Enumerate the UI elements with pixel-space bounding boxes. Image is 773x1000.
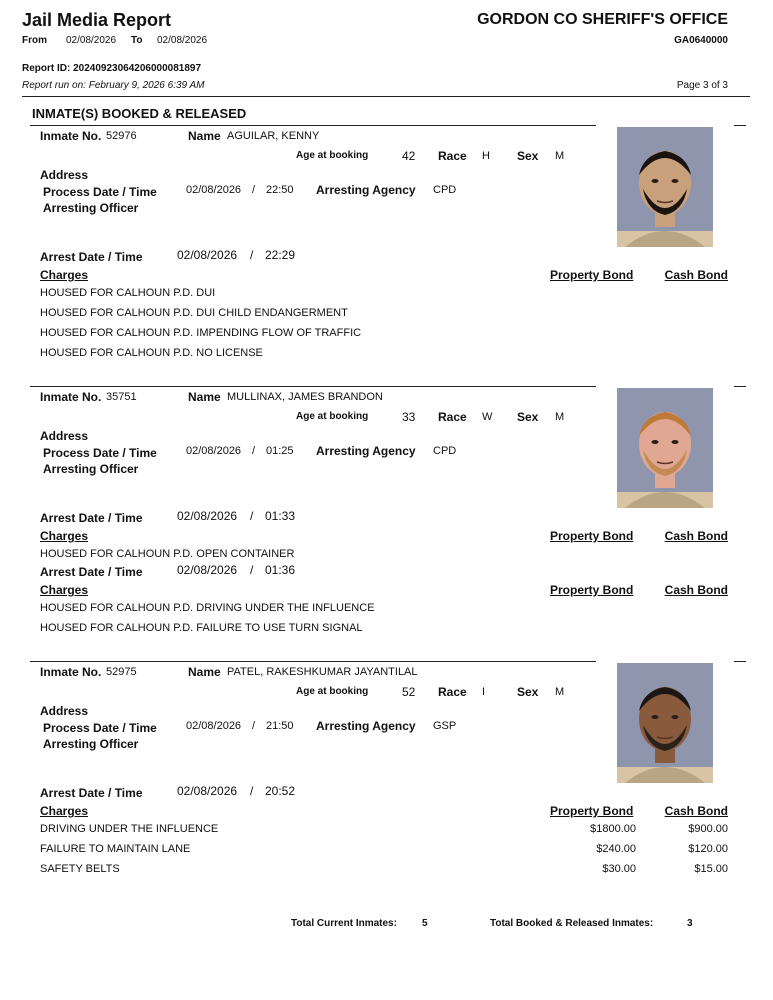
ori-code: GA0640000 [674, 35, 728, 46]
record-top-rule-tick [734, 125, 746, 126]
arrest-date: 02/08/2026 [177, 248, 238, 262]
inmate-number: 35751 [106, 391, 137, 403]
agency-label: Arresting Agency [316, 183, 416, 197]
arrest-slash: / [250, 784, 254, 798]
age-value: 42 [402, 149, 416, 163]
charges-label: Charges [40, 583, 89, 597]
address-label: Address [40, 704, 89, 718]
name-label: Name [188, 390, 221, 404]
total-current-value: 5 [422, 918, 428, 929]
officer-label: Arresting Officer [43, 201, 139, 215]
page-number: Page 3 of 3 [676, 80, 728, 91]
record-top-rule-tick [734, 661, 746, 662]
arrest-datetime-label: Arrest Date / Time [40, 511, 143, 525]
cash-bond-amount: $900.00 [688, 823, 728, 835]
inmate-name: MULLINAX, JAMES BRANDON [227, 391, 383, 403]
agency-label: Arresting Agency [316, 444, 416, 458]
inmate-number-label: Inmate No. [40, 129, 102, 143]
inmate-number: 52975 [106, 666, 137, 678]
record-top-rule [30, 386, 596, 387]
address-label: Address [40, 429, 89, 443]
process-slash: / [252, 445, 256, 457]
race-label: Race [438, 685, 467, 699]
inmate-number-label: Inmate No. [40, 390, 102, 404]
arrest-datetime-label: Arrest Date / Time [40, 786, 143, 800]
address-label: Address [40, 168, 89, 182]
mugshot-photo [617, 388, 713, 508]
age-label: Age at booking [296, 411, 369, 422]
header-divider [22, 96, 750, 97]
sex-label: Sex [517, 149, 539, 163]
arrest-datetime-label: Arrest Date / Time [40, 250, 143, 264]
cash-bond-label: Cash Bond [664, 529, 728, 543]
charge-description: SAFETY BELTS [40, 863, 120, 875]
process-date: 02/08/2026 [186, 184, 242, 196]
process-date: 02/08/2026 [186, 720, 242, 732]
property-bond-amount: $30.00 [602, 863, 636, 875]
arrest-time: 22:29 [265, 248, 296, 262]
record-top-rule [30, 125, 596, 126]
race-value: W [482, 411, 493, 423]
agency-value: CPD [433, 184, 457, 196]
cash-bond-label: Cash Bond [664, 804, 728, 818]
arrest-slash: / [250, 509, 254, 523]
total-current-label: Total Current Inmates: [291, 918, 397, 929]
report-title: Jail Media Report [22, 10, 172, 30]
arrest-time: 01:36 [265, 563, 296, 577]
charge-description: HOUSED FOR CALHOUN P.D. DUI [40, 287, 216, 299]
cash-bond-label: Cash Bond [664, 268, 728, 282]
mugshot-photo [617, 127, 713, 247]
inmate-name: PATEL, RAKESHKUMAR JAYANTILAL [227, 666, 418, 678]
process-slash: / [252, 184, 256, 196]
from-date: 02/08/2026 [66, 35, 117, 46]
age-value: 52 [402, 685, 416, 699]
name-label: Name [188, 129, 221, 143]
agency-name: GORDON CO SHERIFF'S OFFICE [477, 11, 728, 28]
total-released-label: Total Booked & Released Inmates: [490, 918, 654, 929]
to-label: To [131, 35, 143, 46]
process-label: Process Date / Time [43, 185, 157, 199]
arrest-slash: / [250, 563, 254, 577]
property-bond-label: Property Bond [550, 268, 634, 282]
property-bond-amount: $1800.00 [590, 823, 636, 835]
age-label: Age at booking [296, 686, 369, 697]
arrest-slash: / [250, 248, 254, 262]
charges-label: Charges [40, 529, 89, 543]
process-label: Process Date / Time [43, 721, 157, 735]
charge-description: FAILURE TO MAINTAIN LANE [40, 843, 191, 855]
arrest-date: 02/08/2026 [177, 509, 238, 523]
inmate-name: AGUILAR, KENNY [227, 130, 320, 142]
total-released-value: 3 [687, 918, 693, 929]
sex-label: Sex [517, 410, 539, 424]
inmate-number-label: Inmate No. [40, 665, 102, 679]
cash-bond-label: Cash Bond [664, 583, 728, 597]
charge-description: HOUSED FOR CALHOUN P.D. DUI CHILD ENDANGERMENT [40, 307, 348, 319]
race-label: Race [438, 410, 467, 424]
agency-value: CPD [433, 445, 457, 457]
charge-description: HOUSED FOR CALHOUN P.D. FAILURE TO USE TURN SIGNAL [40, 622, 363, 634]
race-value: I [482, 686, 486, 698]
cash-bond-amount: $15.00 [694, 863, 728, 875]
officer-label: Arresting Officer [43, 462, 139, 476]
charges-label: Charges [40, 804, 89, 818]
charge-description: DRIVING UNDER THE INFLUENCE [40, 823, 219, 835]
charge-description: HOUSED FOR CALHOUN P.D. IMPENDING FLOW OF TRAFFIC [40, 327, 362, 339]
record-top-rule [30, 661, 596, 662]
mugshot-photo [617, 663, 713, 783]
record-top-rule-tick [734, 386, 746, 387]
officer-label: Arresting Officer [43, 737, 139, 751]
sex-value: M [555, 150, 565, 162]
arrest-date: 02/08/2026 [177, 563, 238, 577]
cash-bond-amount: $120.00 [688, 843, 728, 855]
process-time: 01:25 [266, 445, 294, 457]
agency-label: Arresting Agency [316, 719, 416, 733]
to-date: 02/08/2026 [157, 35, 208, 46]
sex-value: M [555, 411, 565, 423]
property-bond-label: Property Bond [550, 804, 634, 818]
property-bond-label: Property Bond [550, 583, 634, 597]
arrest-date: 02/08/2026 [177, 784, 238, 798]
charge-description: HOUSED FOR CALHOUN P.D. OPEN CONTAINER [40, 548, 295, 560]
process-label: Process Date / Time [43, 446, 157, 460]
race-value: H [482, 150, 490, 162]
property-bond-amount: $240.00 [596, 843, 636, 855]
charge-description: HOUSED FOR CALHOUN P.D. NO LICENSE [40, 347, 263, 359]
process-time: 21:50 [266, 720, 294, 732]
arrest-time: 01:33 [265, 509, 296, 523]
arrest-datetime-label: Arrest Date / Time [40, 565, 143, 579]
process-slash: / [252, 720, 256, 732]
charges-label: Charges [40, 268, 89, 282]
report-id: Report ID: 20240923064206000081897 [22, 63, 202, 74]
inmate-number: 52976 [106, 130, 137, 142]
property-bond-label: Property Bond [550, 529, 634, 543]
sex-value: M [555, 686, 565, 698]
arrest-time: 20:52 [265, 784, 296, 798]
report-run: Report run on: February 9, 2026 6:39 AM [22, 80, 205, 91]
process-time: 22:50 [266, 184, 294, 196]
age-label: Age at booking [296, 150, 369, 161]
agency-value: GSP [433, 720, 457, 732]
section-title: INMATE(S) BOOKED & RELEASED [32, 106, 247, 121]
process-date: 02/08/2026 [186, 445, 242, 457]
name-label: Name [188, 665, 221, 679]
charge-description: HOUSED FOR CALHOUN P.D. DRIVING UNDER THE INFLUENCE [40, 602, 375, 614]
race-label: Race [438, 149, 467, 163]
age-value: 33 [402, 410, 416, 424]
from-label: From [22, 35, 47, 46]
sex-label: Sex [517, 685, 539, 699]
